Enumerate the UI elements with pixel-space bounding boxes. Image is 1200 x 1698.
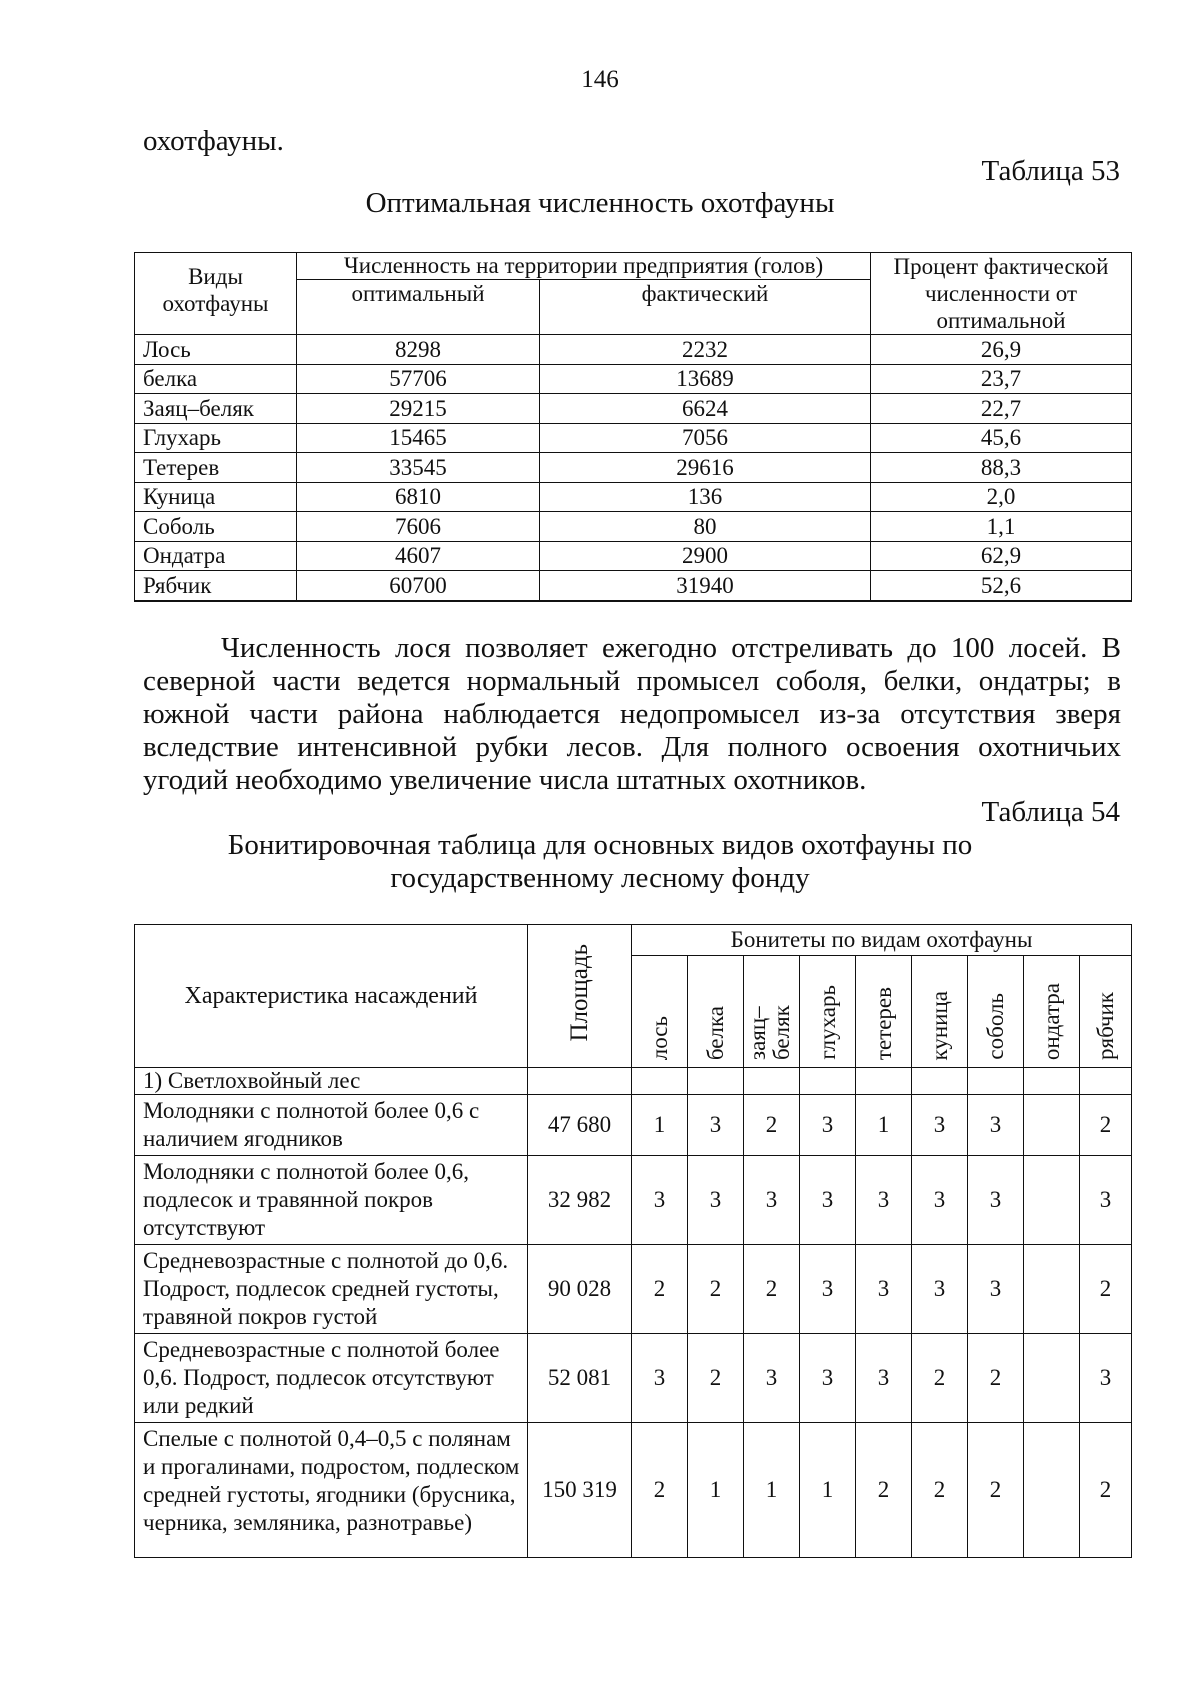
header-optimal: оптимальный xyxy=(297,280,540,335)
group-row-empty xyxy=(856,1068,912,1095)
cell-bonitet: 3 xyxy=(856,1334,912,1423)
header-species-1 xyxy=(688,956,744,1068)
cell-optimal: 8298 xyxy=(297,335,540,365)
cell-characteristic: Молодняки с полнотой более 0,6, подлесок и травянной покров отсутствуют xyxy=(135,1156,528,1245)
cell-percent: 26,9 xyxy=(871,335,1132,365)
header-species-label: тетерев xyxy=(870,986,896,1060)
cell-bonitet: 3 xyxy=(688,1095,744,1156)
cell-characteristic: Спелые с полнотой 0,4–0,5 с полянам и прогалинами, подростом, подлеском средней густоты, ягодники (брусника, черника, земляника, разнотравье) xyxy=(135,1423,528,1558)
cell-percent: 22,7 xyxy=(871,394,1132,424)
header-bonitets: Бонитеты по видам охотфауны xyxy=(632,925,1132,956)
table-53-row xyxy=(135,512,1132,542)
intro-text: охотфауны. xyxy=(143,125,284,157)
cell-bonitet: 2 xyxy=(688,1334,744,1423)
cell-bonitet: 2 xyxy=(968,1334,1024,1423)
cell-actual: 31940 xyxy=(540,571,871,601)
group-row-empty xyxy=(968,1068,1024,1095)
table-53 xyxy=(134,252,1132,602)
header-species-0 xyxy=(632,956,688,1068)
header-species-label: белка xyxy=(702,1005,728,1060)
header-species-label: лось xyxy=(646,1015,672,1060)
group-row-empty xyxy=(1024,1068,1080,1095)
cell-bonitet: 3 xyxy=(912,1156,968,1245)
cell-name: Рябчик xyxy=(135,571,297,601)
group-row-empty xyxy=(744,1068,800,1095)
cell-area: 90 028 xyxy=(528,1245,632,1334)
cell-name: Ондатра xyxy=(135,541,297,571)
cell-percent: 52,6 xyxy=(871,571,1132,601)
cell-bonitet: 3 xyxy=(1080,1334,1132,1423)
cell-percent: 45,6 xyxy=(871,423,1132,453)
table-53-row xyxy=(135,335,1132,365)
cell-bonitet: 3 xyxy=(912,1095,968,1156)
table-54-title-line-1: Бонитировочная таблица для основных видов охотфауны по xyxy=(227,829,973,861)
table-53-row xyxy=(135,482,1132,512)
cell-optimal: 15465 xyxy=(297,423,540,453)
table-53-row xyxy=(135,394,1132,424)
table-53-row xyxy=(135,423,1132,453)
cell-bonitet: 2 xyxy=(912,1334,968,1423)
table-54-title xyxy=(0,829,1200,895)
cell-bonitet xyxy=(1024,1423,1080,1558)
header-species-8 xyxy=(1080,956,1132,1068)
cell-bonitet: 3 xyxy=(1080,1156,1132,1245)
group-row-label: 1) Светлохвойный лес xyxy=(135,1068,528,1095)
cell-bonitet: 3 xyxy=(632,1156,688,1245)
header-species-label: куница xyxy=(926,990,952,1060)
cell-optimal: 6810 xyxy=(297,482,540,512)
cell-actual: 29616 xyxy=(540,453,871,483)
cell-bonitet: 2 xyxy=(1080,1245,1132,1334)
group-row-empty xyxy=(800,1068,856,1095)
cell-optimal: 60700 xyxy=(297,571,540,601)
table-53-row xyxy=(135,571,1132,601)
group-row-empty xyxy=(528,1068,632,1095)
cell-bonitet: 3 xyxy=(688,1156,744,1245)
cell-optimal: 4607 xyxy=(297,541,540,571)
header-count-group: Численность на территории предприятия (голов) xyxy=(297,253,871,280)
cell-name: Лось xyxy=(135,335,297,365)
cell-bonitet: 2 xyxy=(744,1245,800,1334)
cell-area: 47 680 xyxy=(528,1095,632,1156)
cell-bonitet: 2 xyxy=(856,1423,912,1558)
group-row-empty xyxy=(912,1068,968,1095)
header-species-label: глухарь xyxy=(814,985,840,1060)
table-53-label: Таблица 53 xyxy=(981,155,1120,187)
cell-percent: 62,9 xyxy=(871,541,1132,571)
header-species-4 xyxy=(856,956,912,1068)
cell-bonitet: 3 xyxy=(968,1245,1024,1334)
cell-name: Куница xyxy=(135,482,297,512)
cell-bonitet: 3 xyxy=(968,1095,1024,1156)
cell-bonitet xyxy=(1024,1245,1080,1334)
header-species-5 xyxy=(912,956,968,1068)
cell-bonitet: 2 xyxy=(632,1245,688,1334)
cell-bonitet: 3 xyxy=(800,1334,856,1423)
cell-area: 150 319 xyxy=(528,1423,632,1558)
table-54-label: Таблица 54 xyxy=(981,796,1120,828)
body-paragraph: Численность лося позволяет ежегодно отстреливать до 100 лосей. В северной части ведется нормальный промысел соболя, белки, ондатры; в южной части района наблюдается недопромысел из-за отсутствия зверя вследствие интенсивной рубки лесов. Для полного освоения охотничьих угодий необходимо увеличение числа штатных охотников. xyxy=(143,632,1121,796)
group-row-empty xyxy=(688,1068,744,1095)
cell-characteristic: Молодняки с полнотой более 0,6 с наличием ягодников xyxy=(135,1095,528,1156)
cell-actual: 136 xyxy=(540,482,871,512)
page-number: 146 xyxy=(581,66,619,93)
cell-bonitet: 2 xyxy=(1080,1095,1132,1156)
table-53-row xyxy=(135,364,1132,394)
header-species-label: рябчик xyxy=(1092,992,1118,1060)
cell-bonitet: 3 xyxy=(912,1245,968,1334)
cell-percent: 1,1 xyxy=(871,512,1132,542)
table-54 xyxy=(134,924,1132,1558)
cell-area: 52 081 xyxy=(528,1334,632,1423)
cell-bonitet xyxy=(1024,1156,1080,1245)
table-54-row xyxy=(135,1156,1132,1245)
cell-bonitet: 1 xyxy=(744,1423,800,1558)
cell-actual: 6624 xyxy=(540,394,871,424)
cell-bonitet: 3 xyxy=(744,1334,800,1423)
table-53-row xyxy=(135,453,1132,483)
cell-optimal: 29215 xyxy=(297,394,540,424)
header-percent: Процент фактической численности от оптимальной xyxy=(871,253,1132,335)
cell-bonitet: 2 xyxy=(744,1095,800,1156)
cell-optimal: 57706 xyxy=(297,364,540,394)
cell-bonitet: 2 xyxy=(968,1423,1024,1558)
cell-actual: 13689 xyxy=(540,364,871,394)
header-species-label: ондатра xyxy=(1038,982,1064,1060)
cell-actual: 80 xyxy=(540,512,871,542)
header-species-label: заяц–беляк xyxy=(744,1005,794,1060)
table-54-title-line-2: государственному лесному фонду xyxy=(390,862,810,894)
table-54-row xyxy=(135,1095,1132,1156)
table-53-row xyxy=(135,541,1132,571)
header-species-label: соболь xyxy=(982,993,1008,1060)
table-54-row xyxy=(135,1245,1132,1334)
cell-bonitet: 3 xyxy=(800,1095,856,1156)
header-actual: фактический xyxy=(540,280,871,335)
cell-name: Глухарь xyxy=(135,423,297,453)
cell-optimal: 33545 xyxy=(297,453,540,483)
group-row-empty xyxy=(632,1068,688,1095)
cell-actual: 2900 xyxy=(540,541,871,571)
cell-name: Тетерев xyxy=(135,453,297,483)
header-area-label: Площадь xyxy=(565,943,593,1042)
cell-bonitet: 1 xyxy=(688,1423,744,1558)
group-row-empty xyxy=(1080,1068,1132,1095)
header-species-2 xyxy=(744,956,800,1068)
cell-area: 32 982 xyxy=(528,1156,632,1245)
cell-percent: 88,3 xyxy=(871,453,1132,483)
cell-bonitet: 3 xyxy=(856,1156,912,1245)
cell-bonitet: 3 xyxy=(800,1245,856,1334)
cell-percent: 23,7 xyxy=(871,364,1132,394)
cell-bonitet: 3 xyxy=(632,1334,688,1423)
cell-actual: 7056 xyxy=(540,423,871,453)
cell-bonitet: 3 xyxy=(968,1156,1024,1245)
table-54-row xyxy=(135,1423,1132,1558)
cell-name: Соболь xyxy=(135,512,297,542)
header-area xyxy=(528,925,632,1068)
cell-percent: 2,0 xyxy=(871,482,1132,512)
cell-bonitet xyxy=(1024,1334,1080,1423)
cell-bonitet: 1 xyxy=(632,1095,688,1156)
header-species-3 xyxy=(800,956,856,1068)
cell-actual: 2232 xyxy=(540,335,871,365)
cell-characteristic: Средневозрастные с полнотой до 0,6. Подрост, подлесок средней густоты, травяной покров густой xyxy=(135,1245,528,1334)
cell-optimal: 7606 xyxy=(297,512,540,542)
header-characteristic: Характеристика насаждений xyxy=(135,925,528,1068)
cell-bonitet: 2 xyxy=(632,1423,688,1558)
cell-name: Заяц–беляк xyxy=(135,394,297,424)
cell-bonitet: 1 xyxy=(856,1095,912,1156)
cell-bonitet: 3 xyxy=(800,1156,856,1245)
table-54-row xyxy=(135,1334,1132,1423)
header-species-7 xyxy=(1024,956,1080,1068)
table-53-title: Оптимальная численность охотфауны xyxy=(365,187,835,219)
cell-bonitet xyxy=(1024,1095,1080,1156)
cell-bonitet: 2 xyxy=(688,1245,744,1334)
cell-name: белка xyxy=(135,364,297,394)
header-species: Виды охотфауны xyxy=(135,253,297,335)
cell-bonitet: 1 xyxy=(800,1423,856,1558)
cell-bonitet: 2 xyxy=(1080,1423,1132,1558)
cell-characteristic: Средневозрастные с полнотой более 0,6. Подрост, подлесок отсутствуют или редкий xyxy=(135,1334,528,1423)
header-species-6 xyxy=(968,956,1024,1068)
cell-bonitet: 3 xyxy=(856,1245,912,1334)
cell-bonitet: 3 xyxy=(744,1156,800,1245)
cell-bonitet: 2 xyxy=(912,1423,968,1558)
